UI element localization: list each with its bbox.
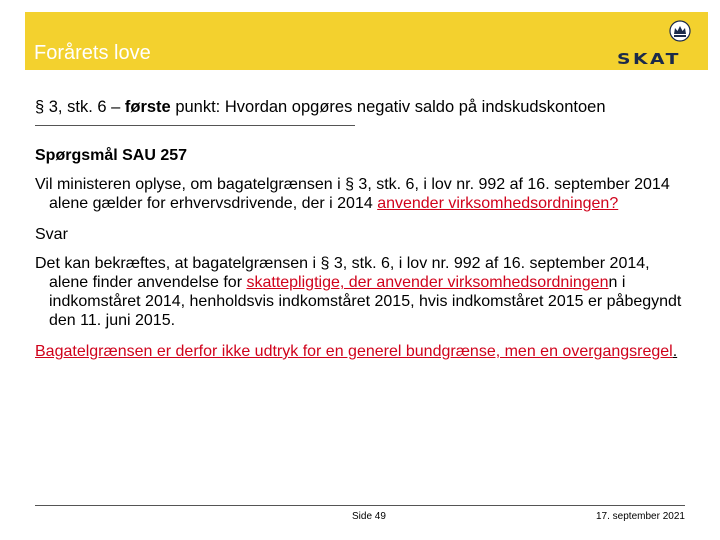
conclusion-text-highlight: Bagatelgrænsen er derfor ikke udtryk for en generel bundgrænse, men en overgangsregel — [35, 343, 673, 360]
subtitle-divider — [35, 125, 355, 126]
answer-text-highlight: skattepligtige, der anvender virksomhedsordningen — [246, 274, 609, 291]
conclusion-text-end: . — [672, 343, 678, 360]
conclusion-text — [35, 342, 685, 361]
slide-title: Forårets love — [34, 42, 151, 64]
question-heading: Spørgsmål SAU 257 — [35, 147, 188, 164]
question-text — [35, 175, 685, 213]
answer-text — [35, 254, 685, 330]
header-bar — [25, 12, 708, 70]
answer-heading: Svar — [35, 226, 68, 243]
page-number: Side 49 — [352, 511, 386, 522]
section-subtitle — [35, 98, 606, 117]
answer-text-2: n i indkomståret 2014, henholdsvis indkomståret 2015, hvis indkomståret 2015 er påbegyndt den 11. juni 2015. — [49, 274, 682, 329]
subtitle-bold: første — [124, 98, 171, 116]
logo-text: SKAT — [617, 50, 681, 68]
subtitle-prefix: § 3, stk. 6 – — [35, 98, 125, 116]
footer-divider — [35, 505, 685, 506]
crown-icon — [669, 20, 691, 42]
content-body — [35, 146, 685, 373]
subtitle-suffix: punkt: Hvordan opgøres negativ saldo på indskudskontoen — [170, 98, 606, 116]
answer-text-1: Det kan bekræftes, at bagatelgrænsen i § 3, stk. 6, i lov nr. 992 af 16. september 2014, alene finder anvendelse for — [35, 255, 650, 291]
question-text-highlight: anvender virksomhedsordningen? — [377, 195, 619, 212]
skat-logo — [617, 20, 689, 66]
question-text-plain: Vil ministeren oplyse, om bagatelgrænsen i § 3, stk. 6, i lov nr. 992 af 16. september 2014 alene gælder for erhvervsdrivende, der i 2014 — [35, 176, 670, 212]
footer-date: 17. september 2021 — [596, 511, 685, 522]
